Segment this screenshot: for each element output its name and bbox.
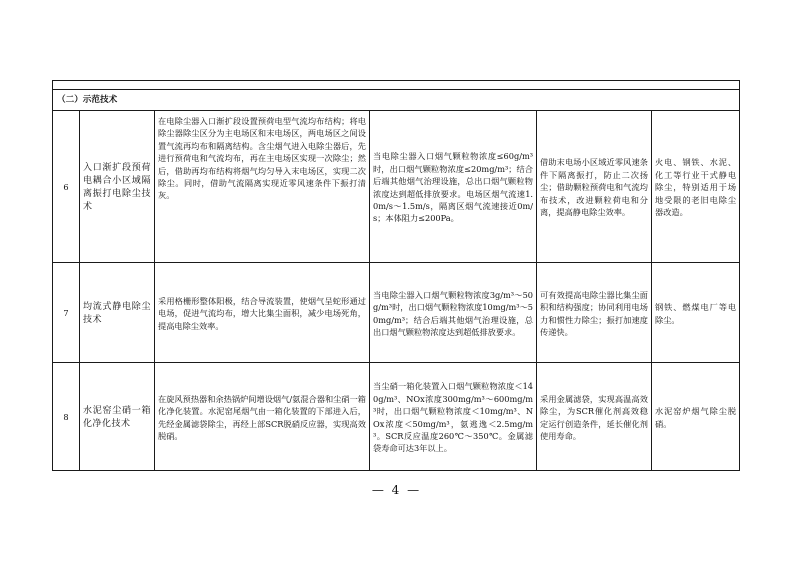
row-number: 7 bbox=[53, 263, 80, 363]
technology-description: 在电除尘器入口渐扩段设置预荷电型气流均布结构；将电除尘器除尘区分为主电场区和末电场区，两电场区之间设置气流再均布和隔离结构。含尘烟气进入电除尘器后，先进行预荷电和气流均布，再在主电场区实现一次除尘；然后，借助再均布结构将烟气均匀导入末电场区，实现二次除尘。同时，借助气流隔离实现近零风速条件下振打清灰。 bbox=[155, 111, 370, 263]
applicable-industry: 水泥窑炉烟气除尘脱硝。 bbox=[652, 363, 740, 471]
technology-name: 均流式静电除尘技术 bbox=[80, 263, 155, 363]
technology-advantages: 借助末电场小区域近零风速条件下隔离振打，防止二次扬尘；借助颗粒预荷电和气流均布技术，改进颗粒荷电和分离，提高静电除尘效率。 bbox=[537, 111, 652, 263]
section-title: （二）示范技术 bbox=[53, 90, 740, 111]
page-number: — 4 — bbox=[371, 483, 422, 497]
technology-table bbox=[52, 80, 740, 471]
table-top-spacer bbox=[53, 81, 740, 90]
technology-description: 采用格栅形整体阳极，结合导流装置，使烟气呈蛇形通过电场，促进气流均布，增大比集尘面积，减少电场死角，提高电除尘效率。 bbox=[155, 263, 370, 363]
technology-description: 在旋风预热器和余热锅炉间增设烟气/氨混合器和尘硝一箱化净化装置。水泥窑尾烟气由一箱化装置的下部进入后，先经金属滤袋除尘，再经上部SCR脱硝反应器，实现高效脱硝。 bbox=[155, 363, 370, 471]
technology-name: 水泥窑尘硝一箱化净化技术 bbox=[80, 363, 155, 471]
row-number: 8 bbox=[53, 363, 80, 471]
technology-advantages: 采用金属滤袋，实现高温高效除尘，为SCR催化剂高效稳定运行创造条件，延长催化剂使用寿命。 bbox=[537, 363, 652, 471]
row-number: 6 bbox=[53, 111, 80, 263]
technology-indicators: 当电除尘器入口烟气颗粒物浓度3g/m³～50g/m³时，出口烟气颗粒物浓度10mg/m³～50mg/m³；结合后端其他烟气治理设施，总出口烟气颗粒物浓度达到超低排放要求。 bbox=[370, 263, 537, 363]
applicable-industry: 火电、钢铁、水泥、化工等行业干式静电除尘，特别适用于场地受限的老旧电除尘器改造。 bbox=[652, 111, 740, 263]
technology-indicators: 当尘硝一箱化装置入口烟气颗粒物浓度＜140g/m³、NOx浓度300mg/m³～600mg/m³时，出口烟气颗粒物浓度＜10mg/m³、NOx浓度＜50mg/m³，氨逃逸＜2.5mg/m³。SCR反应温度260℃～350℃。金属滤袋寿命可达3年以上。 bbox=[370, 363, 537, 471]
table-row bbox=[53, 263, 740, 363]
section-header-row bbox=[53, 90, 740, 111]
technology-advantages: 可有效提高电除尘器比集尘面积和结构强度；协同利用电场力和惯性力除尘；振打加速度传递快。 bbox=[537, 263, 652, 363]
table-row bbox=[53, 363, 740, 471]
applicable-industry: 钢铁、燃煤电厂等电除尘。 bbox=[652, 263, 740, 363]
technology-indicators: 当电除尘器入口烟气颗粒物浓度≤60g/m³时，出口烟气颗粒物浓度≤20mg/m³；结合后端其他烟气治理设施，总出口烟气颗粒物浓度达到超低排放要求。电场区烟气流速1.0m/s～1.5m/s，隔离区烟气流速接近0m/s；本体阻力≤200Pa。 bbox=[370, 111, 537, 263]
technology-name: 入口渐扩段预荷电耦合小区域隔离振打电除尘技术 bbox=[80, 111, 155, 263]
table-row bbox=[53, 111, 740, 263]
